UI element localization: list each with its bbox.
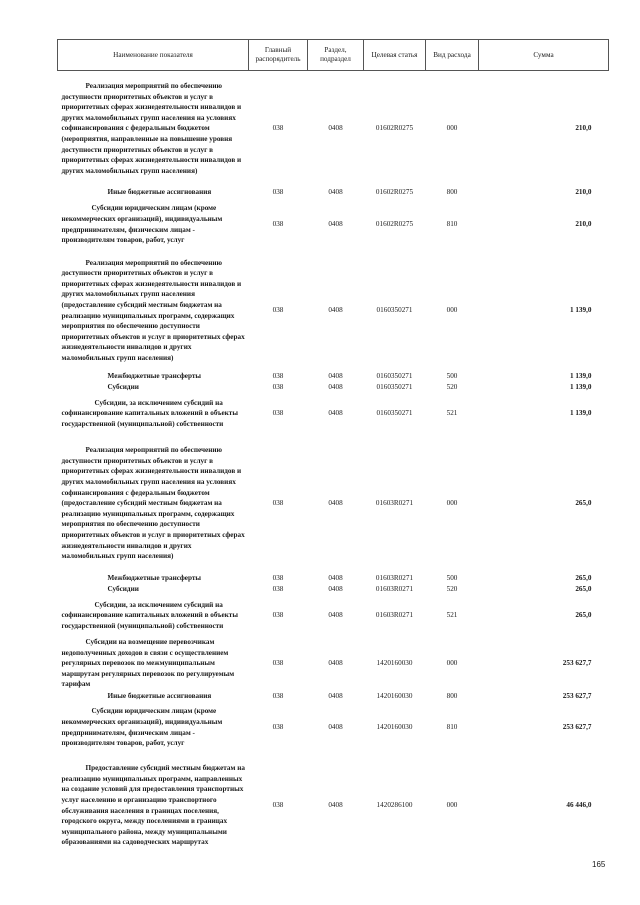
row-name-text: Субсидии на возмещение перевозчикам недополученных доходов в связи с осуществлением регулярных перевозок по межмуниципальным маршрутам регулярных перевозок по регулируемым тарифам <box>61 638 235 689</box>
row-expense-type: 000 <box>446 499 458 508</box>
row-name <box>58 584 249 595</box>
row-target-article: 1420286100 <box>376 801 413 810</box>
row-target-article: 0160350271 <box>376 382 413 391</box>
row-section: 0408 <box>328 306 343 315</box>
row-sum: 210,0 <box>575 124 592 133</box>
row-name-text: Субсидии <box>107 382 139 391</box>
row-target-article: 01603R0271 <box>375 573 414 582</box>
header-expense-type: Вид расхода <box>426 40 479 71</box>
row-expense-type: 810 <box>446 220 458 229</box>
row-target-article: 01603R0271 <box>375 611 414 620</box>
row-section: 0408 <box>328 659 343 668</box>
row-expense-type: 520 <box>446 382 458 391</box>
row-expense-type: 500 <box>446 371 458 380</box>
row-sum: 46 446,0 <box>566 801 592 810</box>
row-section: 0408 <box>328 691 343 700</box>
row-name-text: Реализация мероприятий по обеспечению доступности приоритетных объектов и услуг в приоритетных сферах жизнедеятельности инвалидов и других маломобильных групп населения на условиях софинансирования с федеральным бюджетом (предоставление субсидий местным бюджетам на реализацию муниципальных программ, содержащих мероприятия по обеспечению доступности приоритетных объектов и услуг в приоритетных сферах жизнедеятельности инвалидов и других маломобильных групп населения) <box>61 446 245 561</box>
row-chief-manager: 038 <box>272 371 284 380</box>
row-name-text: Субсидии, за исключением субсидий на софинансирование капитальных вложений в объекты государственной (муниципальной) собственности <box>61 398 238 428</box>
row-sum: 265,0 <box>575 499 592 508</box>
row-section: 0408 <box>328 409 343 418</box>
page-number: 165 <box>592 860 606 869</box>
budget-table-sheet <box>57 39 608 858</box>
row-name-text: Реализация мероприятий по обеспечению доступности приоритетных объектов и услуг в приоритетных сферах жизнедеятельности инвалидов и других маломобильных групп населения (предоставление субсидий местным бюджетам на реализацию муниципальных программ, содержащих мероприятия по обеспечению доступности приоритетных объектов и услуг в приоритетных сферах жизнедеятельности инвалидов и других маломобильных групп населения) <box>61 258 245 362</box>
row-chief-manager: 038 <box>272 801 284 810</box>
row-name <box>58 691 249 702</box>
table-row <box>58 251 609 371</box>
table-row <box>58 71 609 187</box>
row-name-text: Субсидии юридическим лицам (кроме некоммерческих организаций), индивидуальным предпринимателям, физическим лицам - производителям товаров, работ, услуг <box>61 204 223 245</box>
table-row <box>58 691 609 702</box>
row-sum: 1 139,0 <box>569 409 592 418</box>
row-chief-manager: 038 <box>272 124 284 133</box>
row-name-text: Субсидии <box>107 584 139 593</box>
row-sum: 253 627,7 <box>562 691 592 700</box>
row-sum: 210,0 <box>575 220 592 229</box>
row-name-text: Субсидии юридическим лицам (кроме некоммерческих организаций), индивидуальным предпринимателям, физическим лицам - производителям товаров, работ, услуг <box>61 707 223 748</box>
row-name <box>58 702 249 754</box>
row-target-article: 01602R0275 <box>375 124 414 133</box>
row-expense-type: 000 <box>446 801 458 810</box>
table-row <box>58 199 609 251</box>
row-expense-type: 800 <box>446 188 458 197</box>
row-section: 0408 <box>328 124 343 133</box>
row-expense-type: 000 <box>446 124 458 133</box>
row-chief-manager: 038 <box>272 691 284 700</box>
row-name <box>58 393 249 435</box>
row-chief-manager: 038 <box>272 306 284 315</box>
row-name-text: Межбюджетные трансферты <box>107 371 202 380</box>
row-target-article: 0160350271 <box>376 409 413 418</box>
row-name <box>58 251 249 371</box>
table-row <box>58 382 609 393</box>
row-chief-manager: 038 <box>272 611 284 620</box>
row-sum: 1 139,0 <box>569 382 592 391</box>
header-target-article: Целевая статья <box>364 40 426 71</box>
header-indicator-name: Наименование показателя <box>58 40 249 71</box>
table-row <box>58 435 609 573</box>
row-expense-type: 521 <box>446 611 458 620</box>
row-name-text: Субсидии, за исключением субсидий на софинансирование капитальных вложений в объекты государственной (муниципальной) собственности <box>61 600 238 630</box>
budget-table <box>57 39 609 858</box>
row-name-text: Предоставление субсидий местным бюджетам на реализацию муниципальных программ, направленных на создание условий для предоставления транспортных услуг населению и организацию транспортного обслуживания населения в границах поселения, городского округа, между поселениями в границах муниципального района, между муниципальными образованиями на садоводческих маршрутах <box>61 764 245 847</box>
row-target-article: 0160350271 <box>376 306 413 315</box>
row-name <box>58 371 249 382</box>
row-name <box>58 595 249 637</box>
row-name <box>58 573 249 584</box>
row-sum: 210,0 <box>575 188 592 197</box>
header-section: Раздел, подраздел <box>308 40 364 71</box>
row-chief-manager: 038 <box>272 409 284 418</box>
row-chief-manager: 038 <box>272 382 284 391</box>
row-name-text: Межбюджетные трансферты <box>107 573 202 582</box>
table-row <box>58 702 609 754</box>
row-chief-manager: 038 <box>272 584 284 593</box>
row-target-article: 1420160030 <box>376 691 413 700</box>
row-expense-type: 520 <box>446 584 458 593</box>
row-section: 0408 <box>328 723 343 732</box>
table-row <box>58 393 609 435</box>
row-target-article: 1420160030 <box>376 723 413 732</box>
row-name <box>58 71 249 187</box>
table-row <box>58 754 609 858</box>
table-header-row <box>58 40 609 71</box>
row-name <box>58 187 249 199</box>
row-name-text: Иные бюджетные ассигнования <box>107 691 212 700</box>
row-sum: 265,0 <box>575 611 592 620</box>
row-section: 0408 <box>328 499 343 508</box>
row-section: 0408 <box>328 573 343 582</box>
row-name-text: Иные бюджетные ассигнования <box>107 188 212 197</box>
row-section: 0408 <box>328 584 343 593</box>
row-target-article: 01603R0271 <box>375 584 414 593</box>
table-row <box>58 573 609 584</box>
table-row <box>58 371 609 382</box>
table-row <box>58 187 609 199</box>
header-sum: Сумма <box>479 40 609 71</box>
row-chief-manager: 038 <box>272 573 284 582</box>
row-sum: 265,0 <box>575 584 592 593</box>
row-name <box>58 435 249 573</box>
row-section: 0408 <box>328 371 343 380</box>
row-chief-manager: 038 <box>272 220 284 229</box>
row-sum: 265,0 <box>575 573 592 582</box>
row-name <box>58 754 249 858</box>
table-row <box>58 637 609 691</box>
row-expense-type: 000 <box>446 306 458 315</box>
row-expense-type: 500 <box>446 573 458 582</box>
row-name <box>58 382 249 393</box>
row-target-article: 01603R0271 <box>375 499 414 508</box>
row-section: 0408 <box>328 188 343 197</box>
row-sum: 1 139,0 <box>569 371 592 380</box>
row-sum: 253 627,7 <box>562 659 592 668</box>
row-name <box>58 637 249 691</box>
row-name-text: Реализация мероприятий по обеспечению доступности приоритетных объектов и услуг в приоритетных сферах жизнедеятельности инвалидов и других маломобильных групп населения на условиях софинансирования с федеральным бюджетом (мероприятия, направленные на повышение уровня доступности приоритетных объектов и услуг в приоритетных сферах жизнедеятельности инвалидов и других маломобильных групп населения) <box>61 82 242 175</box>
row-chief-manager: 038 <box>272 499 284 508</box>
row-target-article: 01602R0275 <box>375 188 414 197</box>
header-chief-manager: Главный распорядитель <box>249 40 308 71</box>
row-section: 0408 <box>328 382 343 391</box>
row-expense-type: 000 <box>446 659 458 668</box>
row-target-article: 01602R0275 <box>375 220 414 229</box>
table-row <box>58 584 609 595</box>
row-sum: 1 139,0 <box>569 306 592 315</box>
row-name <box>58 199 249 251</box>
table-row <box>58 595 609 637</box>
row-expense-type: 800 <box>446 691 458 700</box>
row-section: 0408 <box>328 611 343 620</box>
row-expense-type: 810 <box>446 723 458 732</box>
row-target-article: 1420160030 <box>376 659 413 668</box>
row-sum: 253 627,7 <box>562 723 592 732</box>
table-body <box>58 71 609 858</box>
row-section: 0408 <box>328 801 343 810</box>
row-expense-type: 521 <box>446 409 458 418</box>
row-target-article: 0160350271 <box>376 371 413 380</box>
row-chief-manager: 038 <box>272 723 284 732</box>
row-chief-manager: 038 <box>272 659 284 668</box>
row-chief-manager: 038 <box>272 188 284 197</box>
row-section: 0408 <box>328 220 343 229</box>
